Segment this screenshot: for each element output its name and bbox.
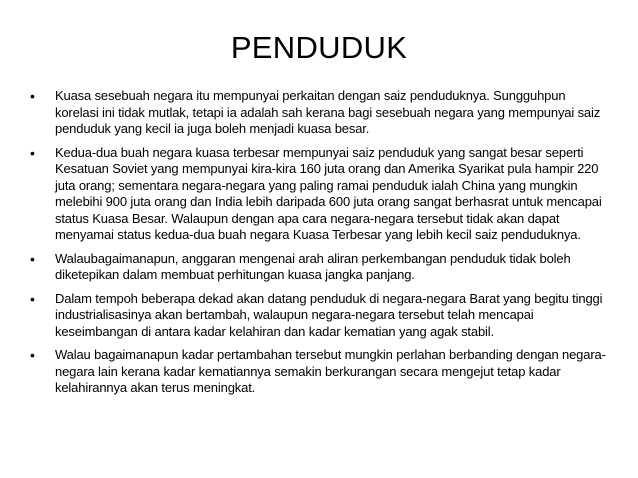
bullet-list xyxy=(30,88,610,404)
bullet-item xyxy=(30,88,610,138)
bullet-dot: • xyxy=(30,88,35,104)
bullet-dot: • xyxy=(30,347,35,363)
bullet-dot: • xyxy=(30,290,35,307)
bullet-item xyxy=(30,251,610,284)
bullet-item xyxy=(30,291,610,341)
bullet-text: Dalam tempoh beberapa dekad akan datang penduduk di negara-negara Barat yang begitu tinggi industrialisasinya akan bertambah, walaupun negara-negara tersebut telah mencapai keseimbangan di antara kadar kelahiran dan kadar kematian yang agak stabil. xyxy=(55,290,603,339)
bullet-item xyxy=(30,347,610,397)
bullet-text: Walau bagaimanapun kadar pertambahan tersebut mungkin perlahan berbanding dengan negara-negara lain kerana kadar kematiannya semakin berkurangan secara mengejut tetap kadar kelahirannya akan terus meningkat. xyxy=(55,347,606,395)
bullet-dot: • xyxy=(30,144,35,161)
bullet-text: Kuasa sesebuah negara itu mempunyai perkaitan dengan saiz penduduknya. Sungguhpun korelasi ini tidak mutlak, tetapi ia adalah sah kerana bagi sesebuah negara yang mempunyai saiz penduduk yang kecil ia juga boleh menjadi kuasa besar. xyxy=(55,88,601,136)
bullet-item xyxy=(30,145,610,244)
bullet-text: Kedua-dua buah negara kuasa terbesar mempunyai saiz penduduk yang sangat besar seperti Kesatuan Soviet yang mempunyai kira-kira 160 juta orang dan Amerika Syarikat pula hampir 220 juta orang; sementara negara-negara yang paling ramai penduduk ialah China yang mungkin melebihi 900 juta orang dan India lebih daripada 600 juta orang sangat berhasrat untuk mencapai status Kuasa Besar. Walaupun dengan apa cara negara-negara tersebut tidak akan dapat menyamai status kedua-dua buah negara Kuasa Terbesar yang lebih kecil saiz penduduknya. xyxy=(55,144,602,242)
bullet-dot: • xyxy=(30,250,35,267)
slide-title: PENDUDUK xyxy=(230,30,408,65)
bullet-text: Walaubagaimanapun, anggaran mengenai arah aliran perkembangan penduduk tidak boleh diketepikan dalam membuat perhitungan kuasa jangka panjang. xyxy=(55,250,571,282)
